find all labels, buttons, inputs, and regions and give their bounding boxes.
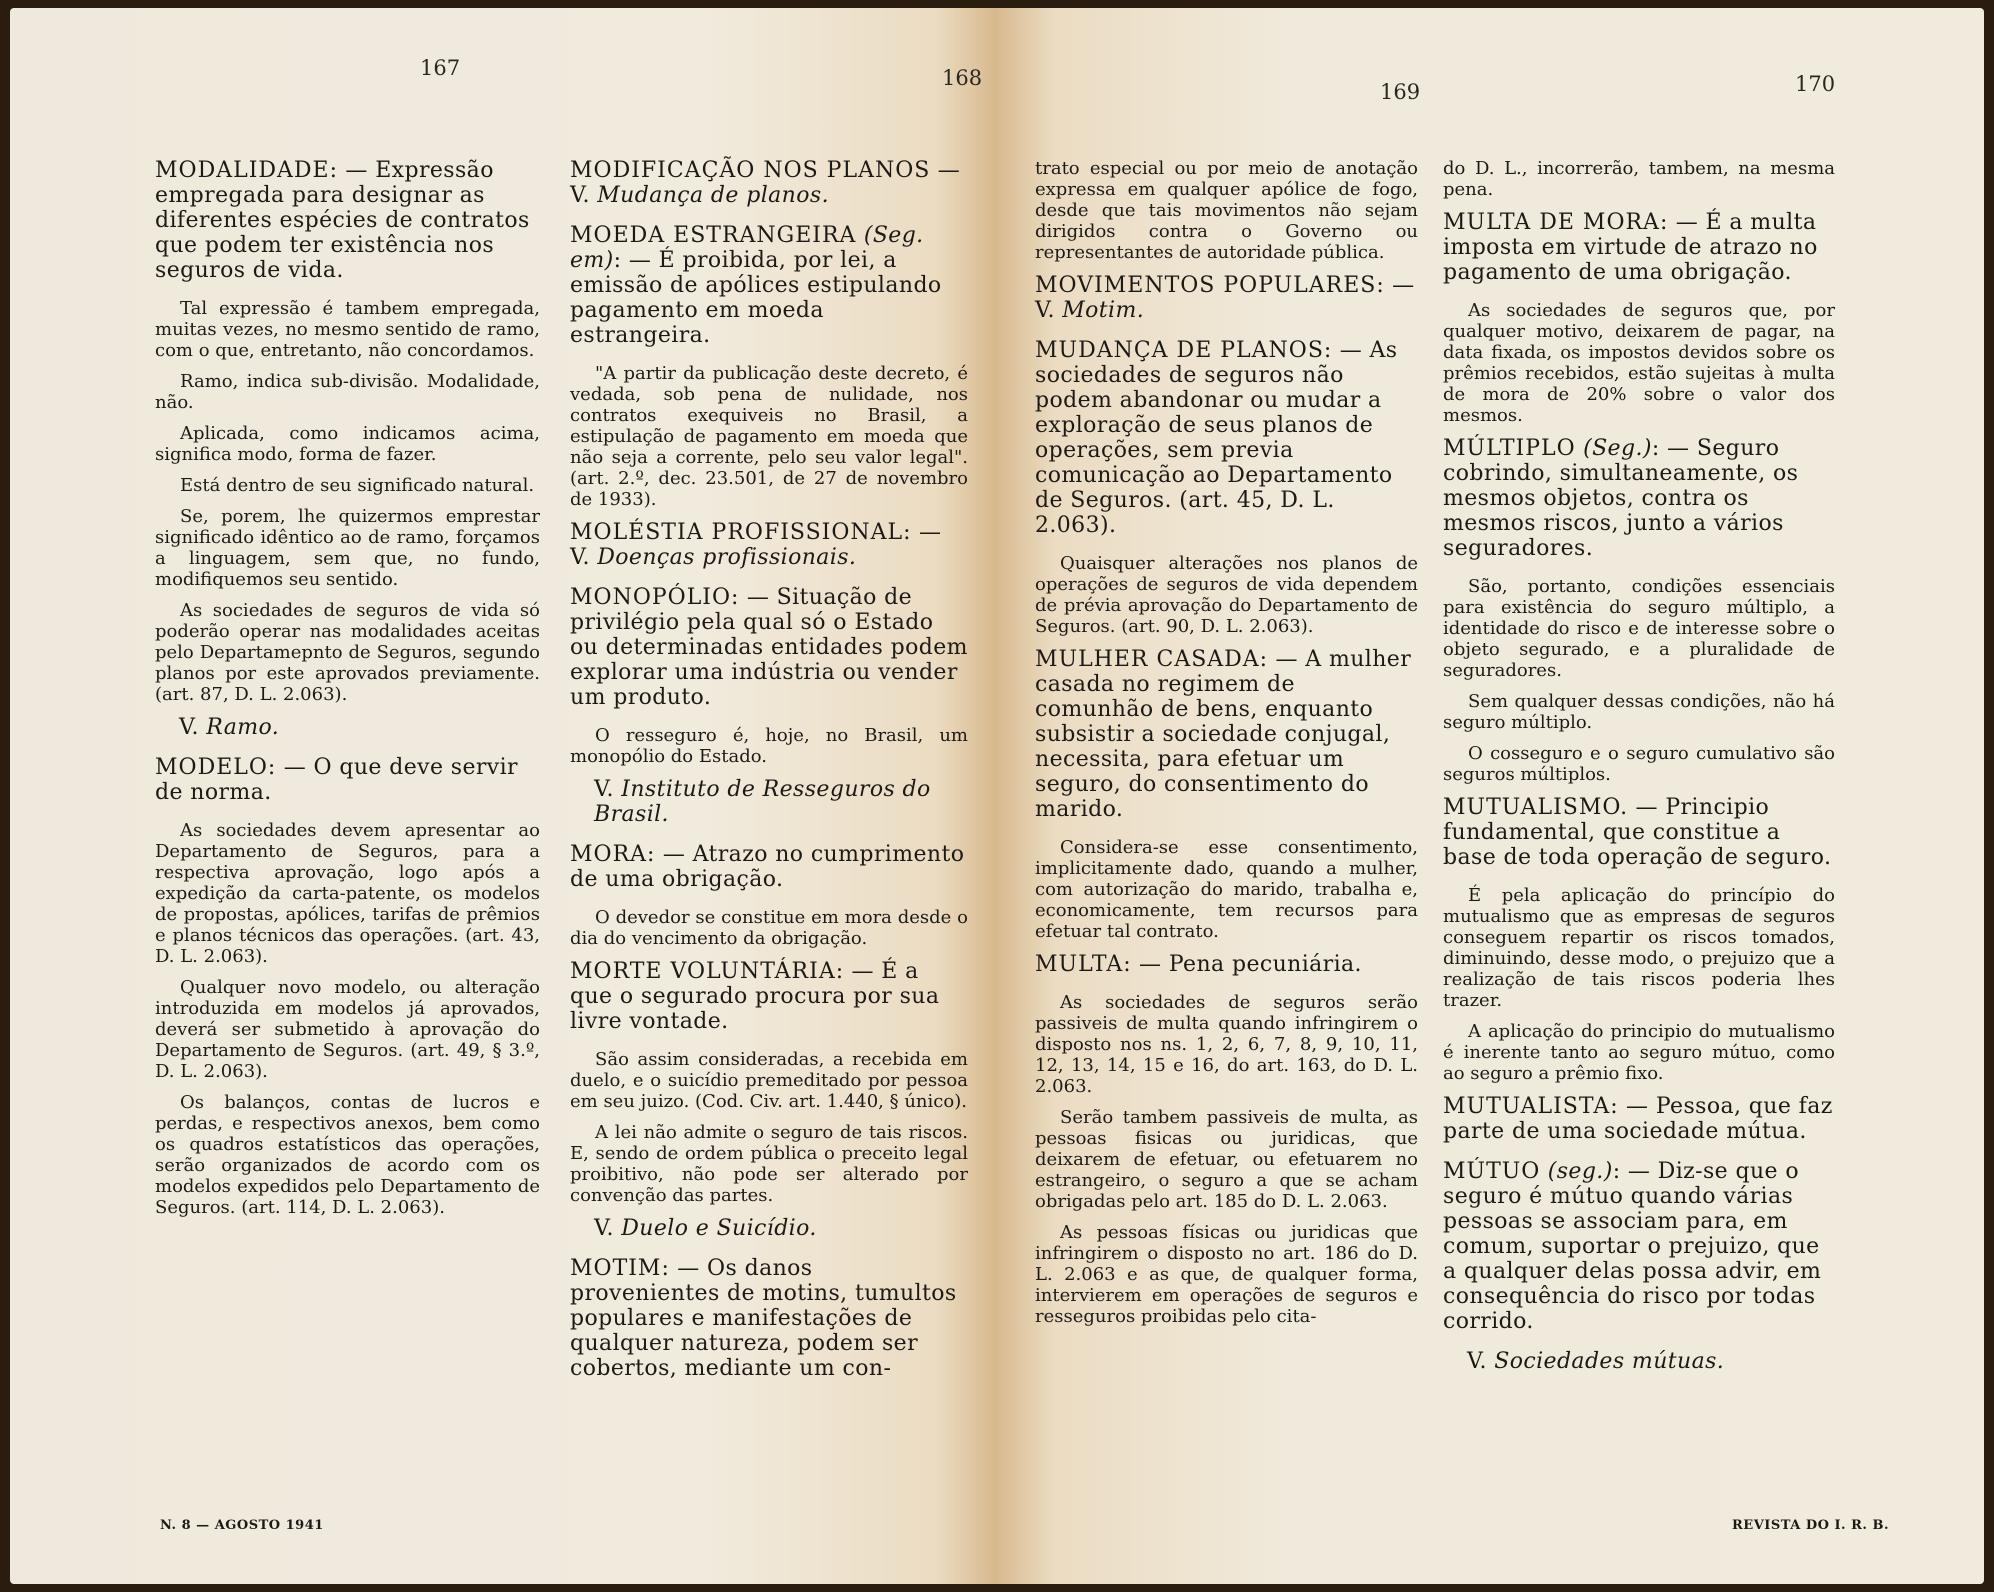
column xyxy=(155,158,540,1228)
dictionary-entry xyxy=(1035,647,1418,822)
dictionary-entry xyxy=(1035,338,1418,538)
entry-headword: MONOPÓLIO: xyxy=(570,585,740,610)
entry-headword: MULTA: xyxy=(1035,952,1132,977)
see-label: V. xyxy=(1467,1349,1487,1374)
entry-paragraph: O devedor se constitue em mora desde o dia do vencimento da obrigação. xyxy=(570,907,968,949)
dictionary-entry xyxy=(155,158,540,283)
entry-paragraph: São assim consideradas, a recebida em duelo, e o suicídio premeditado por pessoa em seu juizo. (Cod. Civ. art. 1.440, § único). xyxy=(570,1049,968,1112)
page-number: 167 xyxy=(420,56,461,80)
right-page xyxy=(995,8,1984,1584)
entry-definition: : — É proibida, por lei, a emissão de apólices estipulando pagamento em moeda estrangeira. xyxy=(570,248,942,348)
continued-paragraph: trato especial ou por meio de anotação expressa em qualquer apólice de fogo, desde que tais movimentos não sejam dirigidos contra o Governo ou representantes de autoridade pública. xyxy=(1035,158,1418,263)
entry-headword: MUTUALISTA: xyxy=(1443,1094,1619,1119)
entry-paragraph: Quaisquer alterações nos planos de operações de seguros de vida dependem de prévia aprovação do Departamento de Seguros. (art. 90, D. L. 2.063). xyxy=(1035,553,1418,637)
entry-paragraph: São, portanto, condições essenciais para existência do seguro múltiplo, a identidade do risco e de interesse sobre o objeto segurado, e a pluralidade de seguradores. xyxy=(1443,576,1835,681)
see-also xyxy=(1443,1349,1835,1374)
entry-headword: MORA: xyxy=(570,842,656,867)
entry-headword: MOEDA ESTRANGEIRA xyxy=(570,223,857,248)
cross-reference: Instituto de Resseguros do Brasil. xyxy=(594,777,931,827)
column xyxy=(1443,158,1835,1389)
see-also xyxy=(155,715,540,740)
footer-issue: N. 8 — AGOSTO 1941 xyxy=(160,1518,324,1533)
entry-definition: — V. xyxy=(570,520,942,570)
dictionary-entry xyxy=(570,223,968,348)
entry-paragraph: A lei não admite o seguro de tais riscos. E, sendo de ordem pública o preceito legal proibitivo, não pode ser alterado por convenção das partes. xyxy=(570,1122,968,1206)
dictionary-entry xyxy=(570,520,968,570)
page-number: 169 xyxy=(1380,80,1421,104)
entry-headword: MÚTUO xyxy=(1443,1159,1541,1184)
dictionary-entry xyxy=(570,842,968,892)
entry-headword: MODALIDADE: xyxy=(155,158,339,183)
entry-headword: MUDANÇA DE PLANOS: xyxy=(1035,338,1333,363)
entry-definition: — Os danos provenientes de motins, tumultos populares e manifestações de qualquer natureza, podem ser cobertos, mediante um con- xyxy=(570,1256,957,1381)
entry-paragraph: Se, porem, lhe quizermos emprestar significado idêntico ao de ramo, forçamos a linguagem, sem que, no fundo, modifiquemos seu sentido. xyxy=(155,506,540,590)
dictionary-entry xyxy=(155,755,540,805)
entry-paragraph: Está dentro de seu significado natural. xyxy=(180,475,535,496)
entry-definition: : — Diz-se que o seguro é mútuo quando várias pessoas se associam para, em comum, suportar o prejuizo, que a qualquer delas possa advir, em consequência do risco por todas corrido. xyxy=(1443,1159,1822,1334)
entry-headword: MODIFICAÇÃO NOS PLANOS xyxy=(570,158,931,183)
see-label: V. xyxy=(179,715,199,740)
entry-definition: — Pessoa, que faz parte de uma sociedade mútua. xyxy=(1443,1094,1833,1144)
entry-headword: MODELO: xyxy=(155,755,277,780)
entry-definition: — O que deve servir de norma. xyxy=(155,755,518,805)
entry-headword: MOLÉSTIA PROFISSIONAL: xyxy=(570,520,912,545)
entry-definition: — A mulher casada no regimem de comunhão de bens, enquanto subsistir a sociedade conjugal, necessita, para efetuar um seguro, do consentimento do marido. xyxy=(1035,647,1412,822)
column xyxy=(1035,158,1418,1337)
cross-reference: Doenças profissionais. xyxy=(597,545,857,570)
dictionary-entry xyxy=(1035,273,1418,323)
entry-definition: — Expressão empregada para designar as diferentes espécies de contratos que podem ter existência nos seguros de vida. xyxy=(155,158,530,283)
dictionary-entry xyxy=(1443,1094,1835,1144)
entry-definition: — Principio fundamental, que constitue a base de toda operação de seguro. xyxy=(1443,795,1832,870)
entry-paragraph: Serão tambem passiveis de multa, as pessoas fisicas ou juridicas, que deixarem de efetuar, ou efetuarem no estrangeiro, o seguro a que se acham obrigadas pelo art. 185 do D. L. 2.063. xyxy=(1035,1107,1418,1212)
entry-paragraph: As sociedades devem apresentar ao Departamento de Seguros, para a respectiva aprovação, logo após a expedição da carta-patente, os modelos de propostas, apólices, tarifas de prêmios e planos técnicos das operações. (art. 43, D. L. 2.063). xyxy=(155,820,540,967)
entry-paragraph: Tal expressão é tambem empregada, muitas vezes, no mesmo sentido de ramo, com o que, entretanto, não concordamos. xyxy=(155,298,540,361)
cross-reference: Sociedades mútuas. xyxy=(1494,1349,1725,1374)
entry-paragraph: As sociedades de seguros que, por qualquer motivo, deixarem de pagar, na data fixada, os impostos devidos sobre os prêmios recebidos, estão sujeitas à multa de mora de 20% sobre o valor dos mesmos. xyxy=(1443,300,1835,426)
cross-reference: Ramo. xyxy=(206,715,280,740)
entry-headword: MUTUALISMO. xyxy=(1443,795,1629,820)
entry-headword: MÚLTIPLO xyxy=(1443,436,1576,461)
cross-reference: Duelo e Suicídio. xyxy=(621,1216,817,1241)
entry-qualifier: (Seg. em) xyxy=(570,223,924,273)
entry-headword: MOTIM: xyxy=(570,1256,670,1281)
entry-qualifier: (seg.) xyxy=(1540,1159,1613,1184)
dictionary-entry xyxy=(570,585,968,710)
column xyxy=(570,158,968,1396)
entry-paragraph: As sociedades de seguros serão passiveis de multa quando infringirem o disposto nos ns. 1, 2, 6, 7, 8, 9, 10, 11, 12, 13, 14, 15 e 16, do art. 163, do D. L. 2.063. xyxy=(1035,992,1418,1097)
see-also xyxy=(570,777,968,827)
entry-headword: MULTA DE MORA: xyxy=(1443,210,1669,235)
entry-paragraph: As sociedades de seguros de vida só poderão operar nas modalidades aceitas pelo Departamepnto de Seguros, segundo planos por este aprovados previamente. (art. 87, D. L. 2.063). xyxy=(155,600,540,705)
cross-reference: Mudança de planos. xyxy=(597,183,829,208)
entry-paragraph: Sem qualquer dessas condições, não há seguro múltiplo. xyxy=(1443,691,1835,733)
entry-paragraph: O resseguro é, hoje, no Brasil, um monopólio do Estado. xyxy=(570,725,968,767)
entry-definition: — Atrazo no cumprimento de uma obrigação. xyxy=(570,842,965,892)
entry-headword: MULHER CASADA: xyxy=(1035,647,1269,672)
dictionary-entry xyxy=(570,959,968,1034)
dictionary-entry xyxy=(1443,436,1835,561)
entry-paragraph: Qualquer novo modelo, ou alteração introduzida em modelos já aprovados, deverá ser submetido à aprovação do Departamento de Seguros. (art. 49, § 3.º, D. L. 2.063). xyxy=(155,977,540,1082)
page-number: 168 xyxy=(942,66,983,90)
see-also xyxy=(570,1216,968,1241)
continued-paragraph: do D. L., incorrerão, tambem, na mesma pena. xyxy=(1443,158,1835,200)
entry-definition: — É a multa imposta em virtude de atrazo no pagamento de uma obrigação. xyxy=(1443,210,1818,285)
entry-definition: — As sociedades de seguros não podem abandonar ou mudar a exploração de seus planos de operações, sem previa comunicação ao Departamento de Seguros. (art. 45, D. L. 2.063). xyxy=(1035,338,1398,538)
entry-definition: — Situação de privilégio pela qual só o Estado ou determinadas entidades podem explorar uma indústria ou vender um produto. xyxy=(570,585,968,710)
dictionary-entry xyxy=(570,1256,968,1381)
entry-paragraph: As pessoas físicas ou juridicas que infringirem o disposto no art. 186 do D. L. 2.063 e as que, de qualquer forma, intervierem em operações de seguros e resseguros proibidas pelo cita- xyxy=(1035,1222,1418,1327)
entry-paragraph: O cosseguro e o seguro cumulativo são seguros múltiplos. xyxy=(1443,743,1835,785)
entry-definition: — Pena pecuniária. xyxy=(1131,952,1362,977)
entry-paragraph: Aplicada, como indicamos acima, significa modo, forma de fazer. xyxy=(155,423,540,465)
dictionary-entry xyxy=(570,158,968,208)
entry-headword: MORTE VOLUNTÁRIA: xyxy=(570,959,845,984)
dictionary-entry xyxy=(1443,795,1835,870)
entry-paragraph: Os balanços, contas de lucros e perdas, e respectivos anexos, bem como os quadros estatísticos das operações, serão organizados de acordo com os modelos expedidos pelo Departamento de Seguros. (art. 114, D. L. 2.063). xyxy=(155,1092,540,1218)
left-page xyxy=(10,8,995,1584)
entry-definition: : — Seguro cobrindo, simultaneamente, os mesmos objetos, contra os mesmos riscos, junto a vários seguradores. xyxy=(1443,436,1799,561)
entry-paragraph: Considera-se esse consentimento, implicitamente dado, quando a mulher, com autorização do marido, trabalha e, economicamente, tem recursos para efetuar tal contrato. xyxy=(1035,837,1418,942)
dictionary-entry xyxy=(1443,210,1835,285)
entry-paragraph: Ramo, indica sub-divisão. Modalidade, não. xyxy=(155,371,540,413)
entry-definition: — É a que o segurado procura por sua livre vontade. xyxy=(570,959,940,1034)
entry-paragraph: "A partir da publicação deste decreto, é vedada, sob pena de nulidade, nos contratos exequiveis no Brasil, a estipulação de pagamento em moeda que não seja a corrente, pelo seu valor legal". (art. 2.º, dec. 23.501, de 27 de novembro de 1933). xyxy=(570,363,968,510)
cross-reference: Motim. xyxy=(1062,298,1145,323)
see-label: V. xyxy=(594,777,614,802)
dictionary-entry xyxy=(1035,952,1418,977)
see-label: V. xyxy=(594,1216,614,1241)
entry-headword: MOVIMENTOS POPULARES: xyxy=(1035,273,1385,298)
dictionary-entry xyxy=(1443,1159,1835,1334)
page-number: 170 xyxy=(1795,72,1836,96)
entry-paragraph: É pela aplicação do princípio do mutualismo que as empresas de seguros conseguem repartir os riscos tomados, diminuindo, desse modo, o prejuizo que a realização de tais riscos poderia lhes trazer. xyxy=(1443,885,1835,1011)
entry-qualifier: (Seg.) xyxy=(1575,436,1652,461)
entry-paragraph: A aplicação do principio do mutualismo é inerente tanto ao seguro mútuo, como ao seguro a prêmio fixo. xyxy=(1443,1021,1835,1084)
footer-journal: REVISTA DO I. R. B. xyxy=(1732,1518,1889,1533)
entry-definition: — V. xyxy=(570,158,961,208)
entry-definition: — V. xyxy=(1035,273,1415,323)
